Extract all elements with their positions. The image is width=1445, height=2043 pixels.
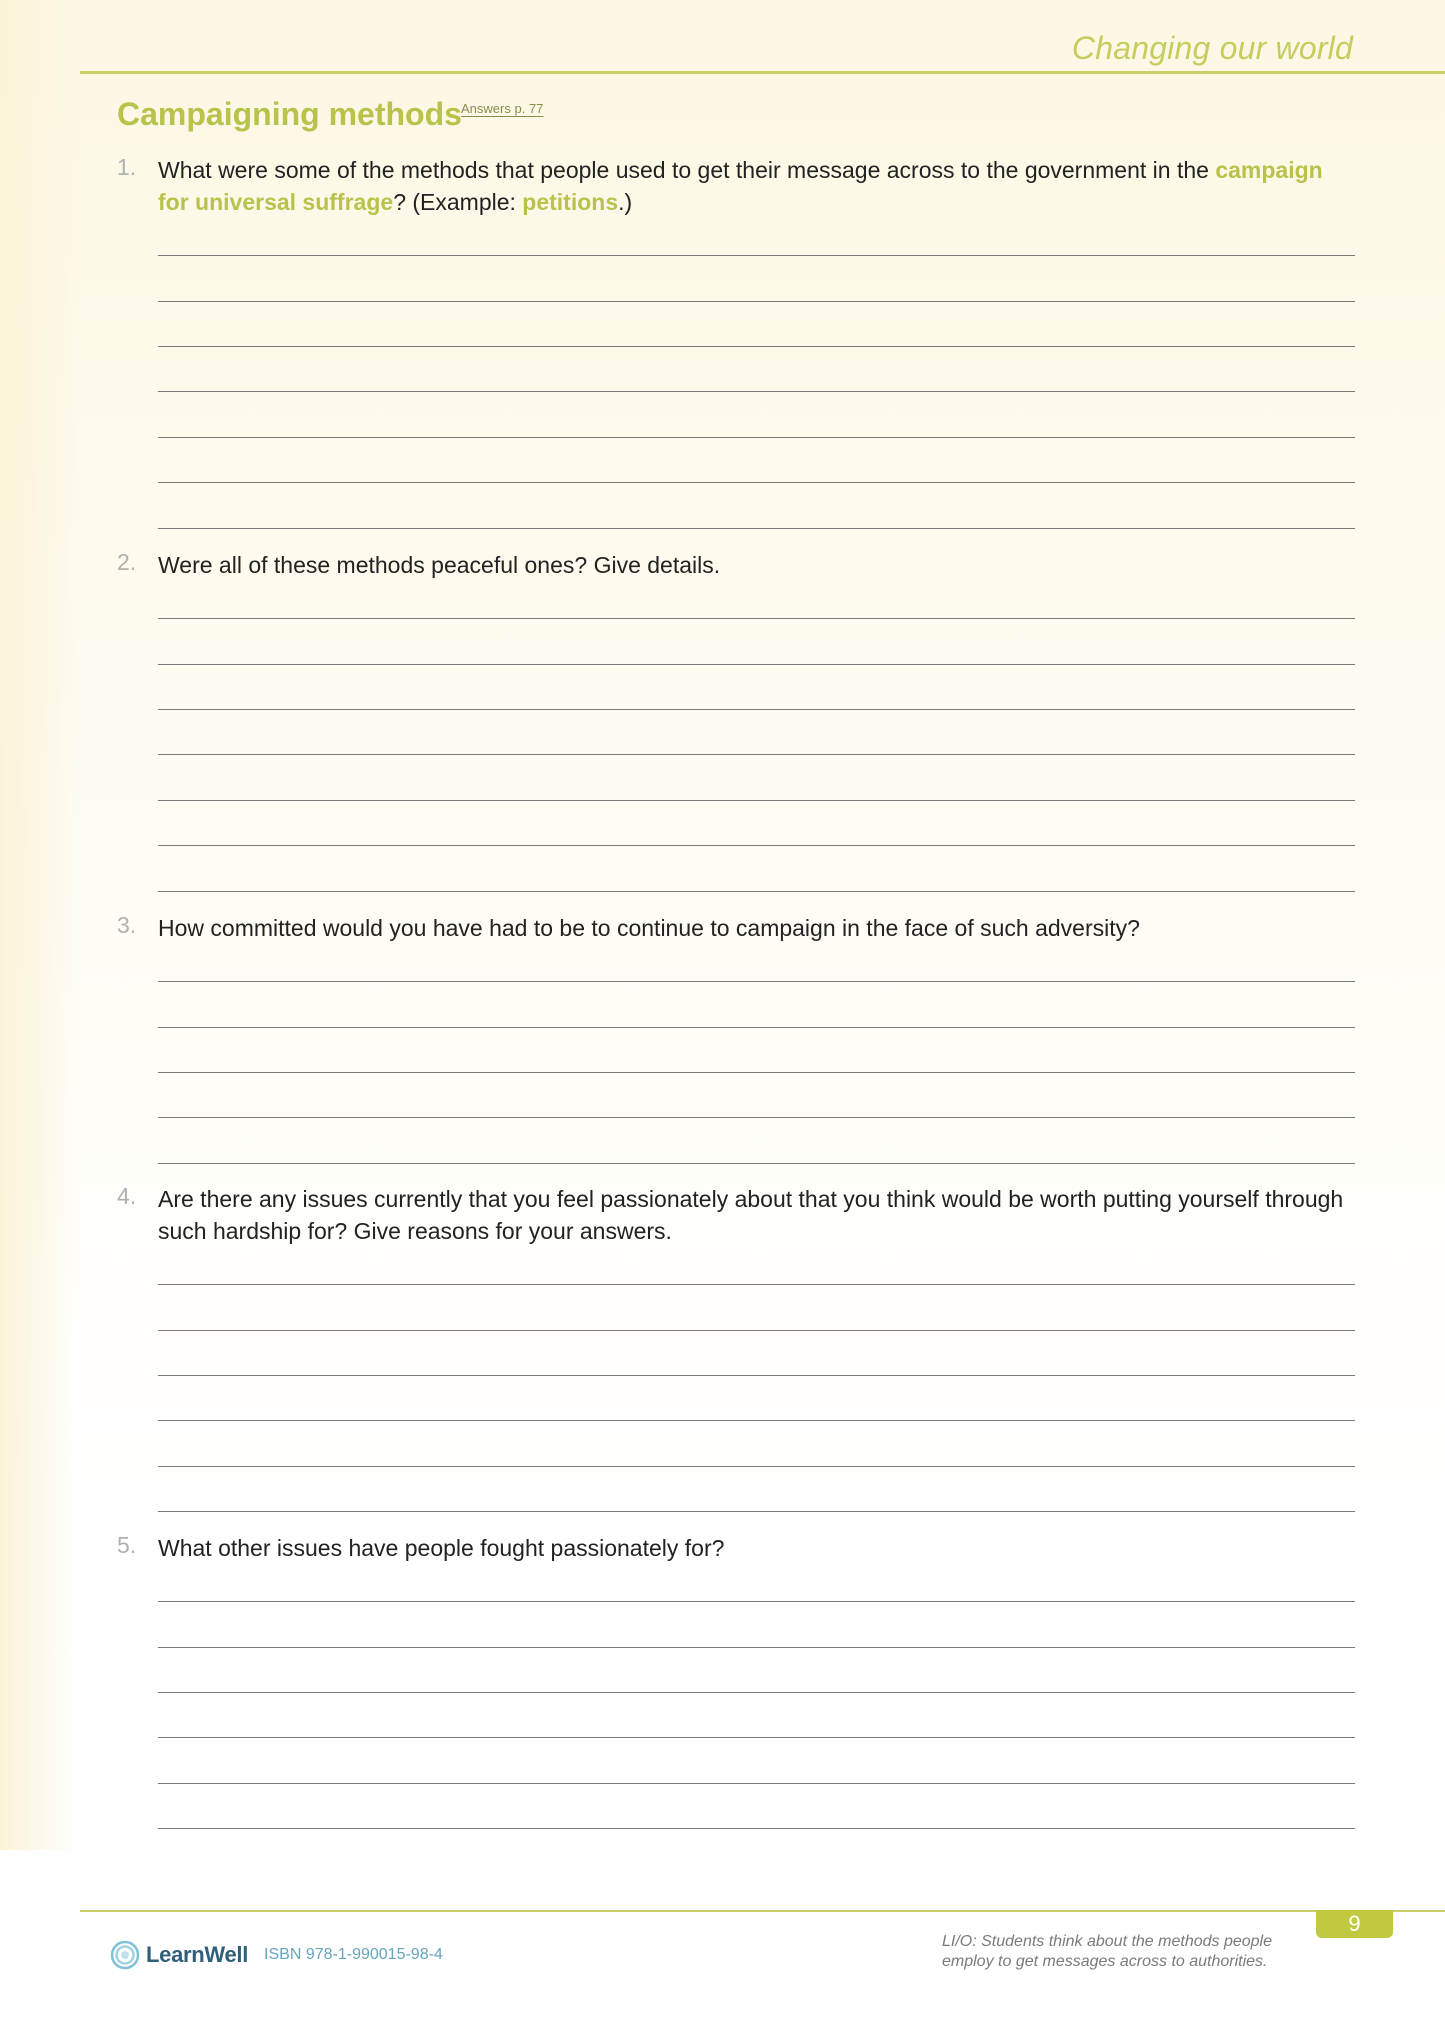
section-title: Campaigning methods — [117, 96, 462, 132]
answer-line[interactable] — [158, 845, 1355, 846]
answer-line[interactable] — [158, 1072, 1355, 1073]
question-number: 3. — [117, 912, 137, 938]
highlight-term: petitions — [522, 189, 619, 215]
answer-line[interactable] — [158, 1375, 1355, 1376]
answer-line[interactable] — [158, 1692, 1355, 1693]
answer-line[interactable] — [158, 1647, 1355, 1648]
question-number: 2. — [117, 549, 137, 575]
answer-line[interactable] — [158, 664, 1355, 665]
answer-line[interactable] — [158, 482, 1355, 483]
question-text-part: What were some of the methods that people used to get their message across to the government in the — [158, 157, 1216, 183]
answer-line[interactable] — [158, 709, 1355, 710]
learning-intention-line: employ to get messages across to authorities. — [942, 1953, 1268, 1970]
answer-line[interactable] — [158, 437, 1355, 438]
chapter-title: Changing our world — [1071, 30, 1353, 66]
question-4 — [117, 1183, 1355, 1247]
answer-line[interactable] — [158, 981, 1355, 982]
question-text-part: ? (Example: — [393, 189, 523, 215]
answer-line[interactable] — [158, 1783, 1355, 1784]
answers-reference-link[interactable]: Answers p. 77 — [461, 101, 544, 116]
answer-line[interactable] — [158, 800, 1355, 801]
question-text: How committed would you have had to be to continue to campaign in the face of such adversity? — [158, 915, 1140, 941]
answer-line[interactable] — [158, 391, 1355, 392]
answer-line[interactable] — [158, 1027, 1355, 1028]
answer-line[interactable] — [158, 618, 1355, 619]
answer-line[interactable] — [158, 528, 1355, 529]
question-text: Were all of these methods peaceful ones? Give details. — [158, 552, 721, 578]
answer-line[interactable] — [158, 1117, 1355, 1118]
answer-line[interactable] — [158, 1163, 1355, 1164]
answer-line[interactable] — [158, 346, 1355, 347]
question-text: What other issues have people fought passionately for? — [158, 1535, 725, 1561]
answer-line[interactable] — [158, 1737, 1355, 1738]
footer-rule — [80, 1910, 1445, 1912]
page-number: 9 — [1316, 1910, 1393, 1938]
brand-name: LearnWell — [146, 1942, 249, 1967]
header-rule — [80, 71, 1445, 74]
question-text: Are there any issues currently that you feel passionately about that you think would be worth putting yourself through such hardship for? Give reasons for your answers. — [158, 1186, 1344, 1244]
question-1 — [117, 154, 1355, 218]
answer-line[interactable] — [158, 1330, 1355, 1331]
answer-line[interactable] — [158, 1284, 1355, 1285]
answer-line[interactable] — [158, 301, 1355, 302]
page-side-fade — [0, 0, 80, 1850]
answer-line[interactable] — [158, 754, 1355, 755]
learning-intention — [942, 1932, 1342, 1972]
answer-line[interactable] — [158, 1466, 1355, 1467]
footer-brand — [110, 1940, 443, 1970]
answer-line[interactable] — [158, 1828, 1355, 1829]
isbn-text: ISBN 978-1-990015-98-4 — [264, 1946, 443, 1963]
highlight-term: campaign for universal suffrage — [158, 157, 1323, 215]
question-text-part: .) — [618, 189, 633, 215]
question-2 — [117, 549, 1355, 581]
question-text — [158, 154, 1355, 218]
learning-intention-line: LI/O: Students think about the methods people — [942, 1933, 1272, 1950]
answer-line[interactable] — [158, 255, 1355, 256]
question-5 — [117, 1532, 1355, 1564]
answer-line[interactable] — [158, 1511, 1355, 1512]
learnwell-swirl-icon — [110, 1940, 140, 1970]
question-number: 1. — [117, 154, 137, 180]
answer-line[interactable] — [158, 1601, 1355, 1602]
answer-line[interactable] — [158, 1420, 1355, 1421]
question-number: 4. — [117, 1183, 137, 1209]
question-3 — [117, 912, 1355, 944]
answer-line[interactable] — [158, 891, 1355, 892]
question-number: 5. — [117, 1532, 137, 1558]
